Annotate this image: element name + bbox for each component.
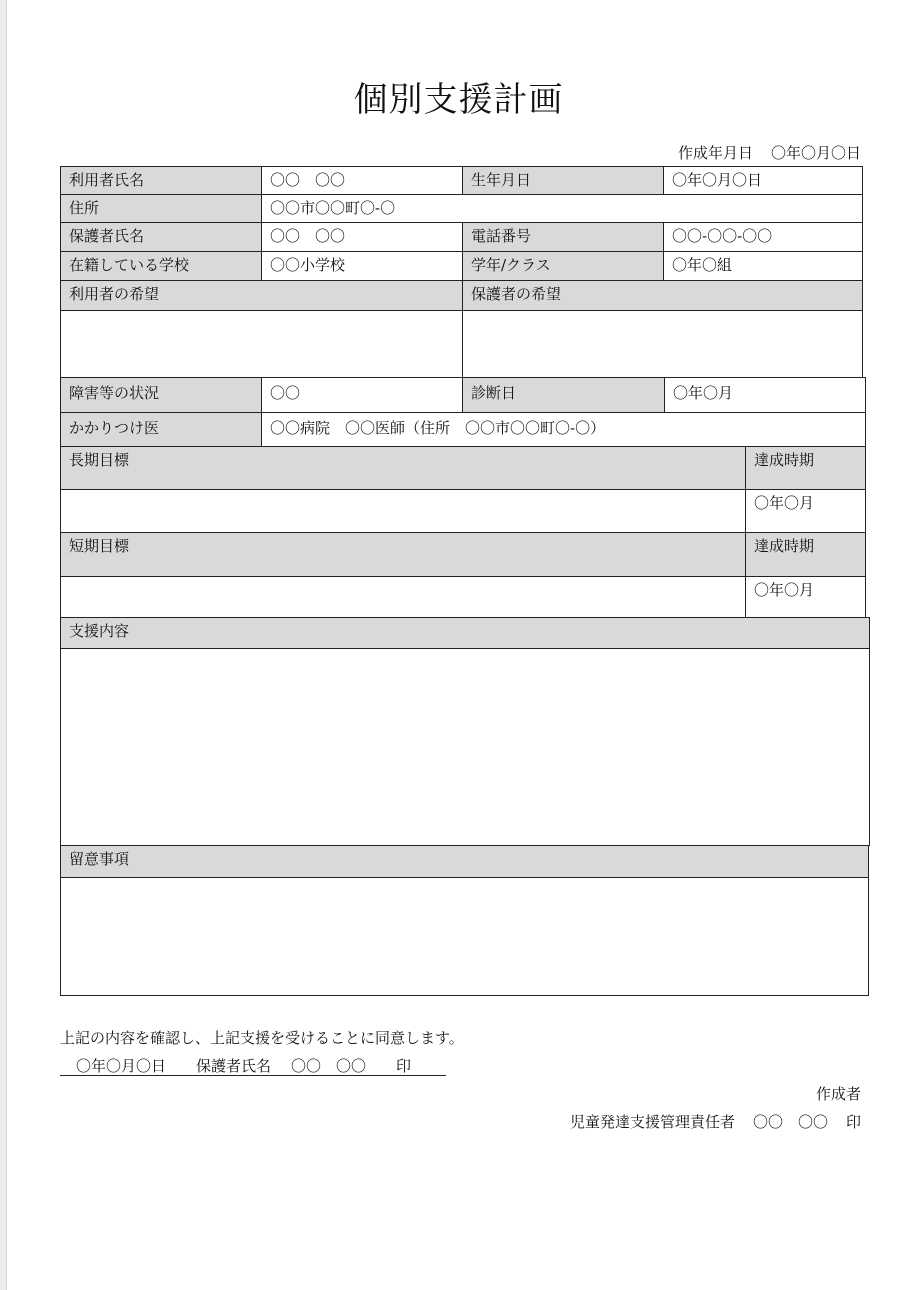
condition-field[interactable]: 〇〇	[261, 377, 463, 413]
short-term-goal-label: 短期目標	[60, 532, 746, 577]
author-line	[570, 1111, 861, 1132]
condition-label: 障害等の状況	[60, 377, 262, 413]
long-term-goal-field[interactable]	[60, 489, 746, 533]
address-label: 住所	[60, 194, 262, 223]
phone-label: 電話番号	[462, 222, 664, 252]
school-field[interactable]: 〇〇小学校	[261, 251, 463, 281]
long-term-period-label: 達成時期	[745, 446, 866, 490]
diagnosis-date-field[interactable]: 〇年〇月	[664, 377, 866, 413]
guardian-wish-field[interactable]	[462, 310, 863, 378]
long-term-goal-label: 長期目標	[60, 446, 746, 490]
created-date-value[interactable]: 〇年〇月〇日	[770, 144, 861, 162]
author-label: 作成者	[815, 1085, 861, 1103]
phone-field[interactable]: 〇〇-〇〇-〇〇	[663, 222, 863, 252]
guardian-name-field[interactable]: 〇〇 〇〇	[261, 222, 463, 252]
address-field[interactable]: 〇〇市〇〇町〇-〇	[261, 194, 863, 223]
author-name[interactable]: 〇〇 〇〇	[752, 1113, 828, 1131]
created-date-label: 作成年月日	[677, 144, 753, 162]
consent-guardian-label: 保護者氏名	[196, 1057, 272, 1075]
consent-seal: 印	[396, 1057, 412, 1075]
created-date	[678, 142, 861, 163]
consent-date[interactable]: 〇年〇月〇日	[76, 1057, 167, 1075]
guardian-wish-label: 保護者の希望	[462, 280, 863, 311]
consent-statement: 上記の内容を確認し、上記支援を受けることに同意します。	[60, 1029, 464, 1047]
support-content-field[interactable]	[60, 648, 870, 846]
notes-label: 留意事項	[60, 845, 869, 878]
birthdate-field[interactable]: 〇年〇月〇日	[663, 166, 863, 195]
school-label: 在籍している学校	[60, 251, 262, 281]
user-name-label: 利用者氏名	[60, 166, 262, 195]
page-edge	[0, 0, 7, 1290]
user-wish-label: 利用者の希望	[60, 280, 463, 311]
user-wish-field[interactable]	[60, 310, 463, 378]
short-term-period-field[interactable]: 〇年〇月	[745, 576, 866, 618]
consent-guardian-name[interactable]: 〇〇 〇〇	[291, 1057, 367, 1075]
author-seal: 印	[845, 1113, 861, 1131]
grade-field[interactable]: 〇年〇組	[663, 251, 863, 281]
grade-label: 学年/クラス	[462, 251, 664, 281]
diagnosis-date-label: 診断日	[462, 377, 665, 413]
consent-signature-line[interactable]	[60, 1055, 446, 1076]
doctor-field[interactable]: 〇〇病院 〇〇医師（住所 〇〇市〇〇町〇-〇）	[261, 412, 866, 447]
doctor-label: かかりつけ医	[60, 412, 262, 447]
guardian-name-label: 保護者氏名	[60, 222, 262, 252]
notes-field[interactable]	[60, 877, 869, 996]
author-role: 児童発達支援管理責任者	[569, 1113, 735, 1131]
long-term-period-field[interactable]: 〇年〇月	[745, 489, 866, 533]
document-title: 個別支援計画	[353, 80, 564, 120]
user-name-field[interactable]: 〇〇 〇〇	[261, 166, 463, 195]
short-term-period-label: 達成時期	[745, 532, 866, 577]
support-content-label: 支援内容	[60, 617, 870, 649]
birthdate-label: 生年月日	[462, 166, 664, 195]
short-term-goal-field[interactable]	[60, 576, 746, 618]
